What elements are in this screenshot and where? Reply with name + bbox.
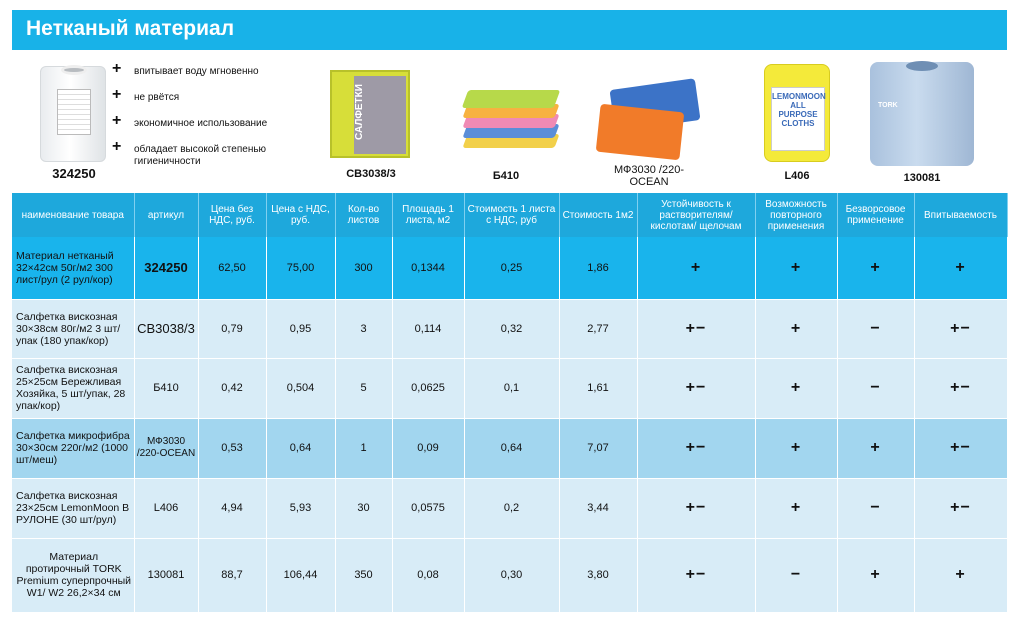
table-header-row xyxy=(12,193,1007,237)
column-header: Стоимость 1м2 xyxy=(559,193,637,237)
product-name-cell: Салфетка вискозная 25×25см Бережливая Хозяйка, 5 шт/упак, 28 упак/кор) xyxy=(12,358,134,418)
area-cell: 0,09 xyxy=(392,418,464,478)
page-title: Нетканый материал xyxy=(12,10,1007,50)
lint-free-cell: − xyxy=(837,299,914,358)
area-cell: 0,114 xyxy=(392,299,464,358)
article-cell: Б410 xyxy=(134,358,198,418)
table-row xyxy=(12,418,1007,478)
column-header: наименование товара xyxy=(12,193,134,237)
column-header: Возможность повторного применения xyxy=(755,193,837,237)
price-vat-cell: 75,00 xyxy=(266,237,335,299)
resistance-cell: +− xyxy=(637,358,755,418)
sheets-cell: 300 xyxy=(335,237,392,299)
price-cell: 88,7 xyxy=(198,538,266,612)
microfiber-orange-image xyxy=(596,104,685,161)
pack-text: САЛФЕТКИ xyxy=(354,76,406,154)
sheet-cost-cell: 0,32 xyxy=(464,299,559,358)
product-label: МФ3030 /220-OCEAN xyxy=(613,164,684,188)
benefit-item: + обладает высокой степенью гигиеничности xyxy=(112,138,267,167)
resistance-cell: +− xyxy=(637,299,755,358)
reuse-cell: + xyxy=(755,478,837,538)
benefits-list xyxy=(112,60,312,182)
resistance-cell: +− xyxy=(637,538,755,612)
column-header: Стоимость 1 листа с НДС, руб xyxy=(464,193,559,237)
table-row xyxy=(12,478,1007,538)
area-cell: 0,0575 xyxy=(392,478,464,538)
brand-logo: TORK xyxy=(878,102,898,109)
absorbency-cell: +− xyxy=(914,418,1007,478)
sheet-cost-cell: 0,25 xyxy=(464,237,559,299)
table-row xyxy=(12,237,1007,299)
product-name-cell: Материал нетканый 32×42см 50г/м2 300 лист/рул (2 рул/кор) xyxy=(12,237,134,299)
absorbency-cell: +− xyxy=(914,358,1007,418)
area-cell: 0,0625 xyxy=(392,358,464,418)
benefit-item: + экономичное использование xyxy=(112,112,268,129)
absorbency-cell: + xyxy=(914,237,1007,299)
lint-free-cell: + xyxy=(837,237,914,299)
m2-cost-cell: 1,61 xyxy=(559,358,637,418)
sheets-cell: 5 xyxy=(335,358,392,418)
resistance-cell: +− xyxy=(637,418,755,478)
sheets-cell: 30 xyxy=(335,478,392,538)
article-cell: 130081 xyxy=(134,538,198,612)
article-cell: L406 xyxy=(134,478,198,538)
price-vat-cell: 0,64 xyxy=(266,418,335,478)
roll-core-icon xyxy=(906,61,938,71)
blue-roll-image xyxy=(870,62,974,166)
yellow-roll-image xyxy=(764,64,830,162)
m2-cost-cell: 7,07 xyxy=(559,418,637,478)
product-name-cell: Салфетка вискозная 30×38см 80г/м2 3 шт/упак (180 упак/кор) xyxy=(12,299,134,358)
reuse-cell: + xyxy=(755,237,837,299)
reuse-cell: + xyxy=(755,418,837,478)
plus-icon: + xyxy=(112,60,122,77)
table-row xyxy=(12,538,1007,612)
price-cell: 62,50 xyxy=(198,237,266,299)
price-vat-cell: 5,93 xyxy=(266,478,335,538)
product-label: 130081 xyxy=(903,172,941,184)
resistance-cell: + xyxy=(637,237,755,299)
reuse-cell: + xyxy=(755,358,837,418)
sheets-cell: 350 xyxy=(335,538,392,612)
product-label: 324250 xyxy=(52,166,96,181)
price-vat-cell: 106,44 xyxy=(266,538,335,612)
resistance-cell: +− xyxy=(637,478,755,538)
price-cell: 0,42 xyxy=(198,358,266,418)
benefit-item: + впитывает воду мгновенно xyxy=(112,60,259,77)
price-cell: 4,94 xyxy=(198,478,266,538)
m2-cost-cell: 3,44 xyxy=(559,478,637,538)
price-cell: 0,53 xyxy=(198,418,266,478)
m2-cost-cell: 3,80 xyxy=(559,538,637,612)
price-vat-cell: 0,504 xyxy=(266,358,335,418)
sheets-cell: 1 xyxy=(335,418,392,478)
column-header: Кол-во листов xyxy=(335,193,392,237)
price-cell: 0,79 xyxy=(198,299,266,358)
column-header: Площадь 1 листа, м2 xyxy=(392,193,464,237)
cloth-stack-image xyxy=(455,78,561,156)
sheets-cell: 3 xyxy=(335,299,392,358)
roll-label: LEMONMOON ALL PURPOSE CLOTHS xyxy=(771,87,825,151)
sheet-cost-cell: 0,2 xyxy=(464,478,559,538)
area-cell: 0,1344 xyxy=(392,237,464,299)
reuse-cell: − xyxy=(755,538,837,612)
column-header: артикул xyxy=(134,193,198,237)
column-header: Цена с НДС, руб. xyxy=(266,193,335,237)
absorbency-cell: + xyxy=(914,538,1007,612)
table-row xyxy=(12,299,1007,358)
benefit-item: + не рвётся xyxy=(112,86,180,103)
absorbency-cell: +− xyxy=(914,478,1007,538)
product-name-cell: Материал протирочный TORK Premium суперпрочный W1/ W2 26,2×34 см xyxy=(12,538,134,612)
article-cell: СВ3038/3 xyxy=(134,299,198,358)
cloth-layer xyxy=(462,90,561,108)
article-cell: МФ3030 /220-OCEAN xyxy=(134,418,198,478)
area-cell: 0,08 xyxy=(392,538,464,612)
product-label: СВ3038/3 xyxy=(346,168,396,180)
price-vat-cell: 0,95 xyxy=(266,299,335,358)
product-label: L406 xyxy=(784,170,810,182)
m2-cost-cell: 2,77 xyxy=(559,299,637,358)
wipes-pack-image xyxy=(330,70,410,158)
roll-core-icon xyxy=(61,65,87,75)
column-header: Устойчивость к растворителям/ кислотам/ щелочам xyxy=(637,193,755,237)
m2-cost-cell: 1,86 xyxy=(559,237,637,299)
table-row xyxy=(12,358,1007,418)
roll-label-icon xyxy=(57,89,91,135)
lint-free-cell: + xyxy=(837,538,914,612)
comparison-table xyxy=(12,193,1008,613)
lint-free-cell: − xyxy=(837,478,914,538)
plus-icon: + xyxy=(112,86,122,103)
article-cell: 324250 xyxy=(134,237,198,299)
column-header: Впитываемость xyxy=(914,193,1007,237)
sheet-cost-cell: 0,1 xyxy=(464,358,559,418)
column-header: Безворсовое применение xyxy=(837,193,914,237)
absorbency-cell: +− xyxy=(914,299,1007,358)
paper-roll-image xyxy=(40,66,106,162)
plus-icon: + xyxy=(112,112,122,129)
product-name-cell: Салфетка микрофибра 30×30см 220г/м2 (1000 шт/меш) xyxy=(12,418,134,478)
product-label: Б410 xyxy=(492,170,520,182)
lint-free-cell: + xyxy=(837,418,914,478)
plus-icon: + xyxy=(112,138,122,155)
reuse-cell: + xyxy=(755,299,837,358)
sheet-cost-cell: 0,30 xyxy=(464,538,559,612)
product-name-cell: Салфетка вискозная 23×25см LemonMoon В РУЛОНЕ (30 шт/рул) xyxy=(12,478,134,538)
lint-free-cell: − xyxy=(837,358,914,418)
sheet-cost-cell: 0,64 xyxy=(464,418,559,478)
column-header: Цена без НДС, руб. xyxy=(198,193,266,237)
